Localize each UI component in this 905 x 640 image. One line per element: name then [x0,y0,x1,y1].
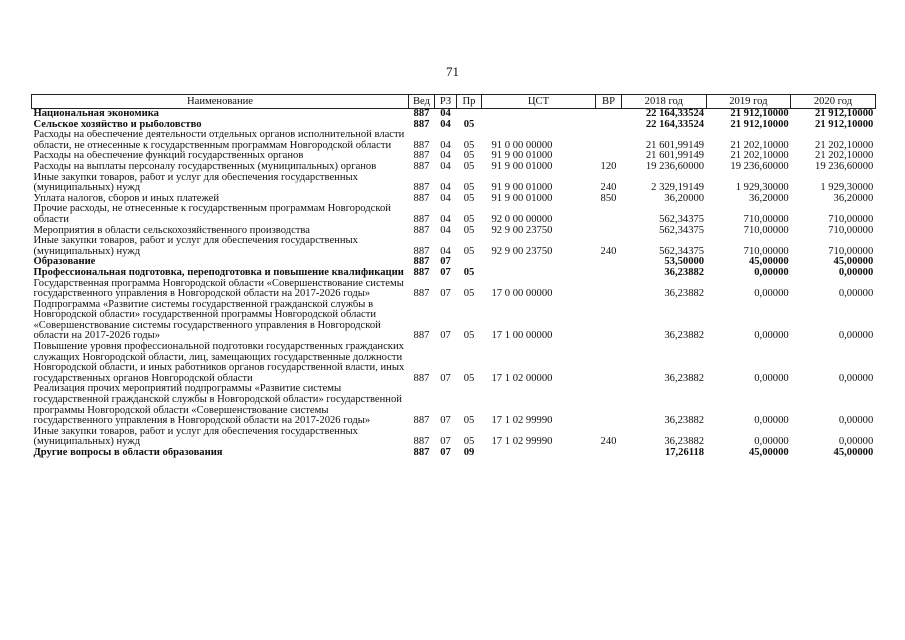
cell-cst: 92 0 00 00000 [491,213,553,225]
cell-rz: 04 [440,151,451,162]
cell-cst: 91 9 00 01000 [491,182,553,194]
budget-table [31,94,876,459]
cell-cst [482,448,596,459]
cell-pr [457,109,482,120]
cell-2018: 22 164,33524 [645,119,705,130]
cell-name: Иные закупки товаров, работ и услуг для обеспечения государственных (муниципальных) нужд [33,172,358,194]
cell-2018: 562,34375 [659,213,705,225]
cell-ved: 887 [413,245,430,257]
cell-2020: 710,00000 [828,213,874,225]
table-row [32,257,876,268]
cell-2018: 17,26118 [664,448,705,458]
header-vr: ВР [596,95,622,109]
cell-pr: 05 [463,213,475,225]
cell-cst: 17 1 02 99990 [491,436,553,448]
cell-2018: 36,23882 [664,372,705,384]
cell-pr: 05 [463,139,475,151]
header-ved: Вед [409,95,435,109]
cell-ved: 887 [413,436,430,448]
cell-ved: 887 [413,182,430,194]
table-row [32,130,876,151]
cell-ved: 887 [413,139,430,151]
cell-cst: 17 0 00 00000 [491,288,553,300]
cell-pr: 05 [463,415,475,427]
cell-name: Профессиональная подготовка, переподготовка и повышение квалификации [33,267,404,278]
cell-2020: 710,00000 [828,225,874,236]
cell-cst: 91 0 00 00000 [491,139,553,151]
cell-name: Национальная экономика [33,108,159,119]
cell-2018: 2 329,19149 [651,182,705,194]
cell-name: Образование [33,257,96,268]
cell-2020: 1 929,30000 [820,182,874,194]
table-row [32,162,876,173]
cell-ved: 887 [413,151,430,162]
cell-pr [457,257,482,268]
cell-pr: 05 [463,330,475,342]
table-row [32,427,876,448]
cell-cst [482,257,596,268]
cell-2019: 21 912,10000 [730,108,789,119]
cell-vr: 240 [600,245,617,257]
cell-ved: 887 [413,161,430,172]
cell-rz: 07 [440,436,451,448]
cell-name: Государственная программа Новгородской области «Совершенствование системы государственного управления в Новгородской области на 2017-2026 годы» [33,278,404,300]
cell-2020: 45,00000 [833,448,874,458]
cell-cst: 17 1 02 99990 [491,415,553,427]
cell-rz: 04 [440,193,451,204]
cell-vr [596,130,622,151]
cell-cst: 92 9 00 23750 [491,225,553,236]
cell-vr [596,204,622,225]
table-row [32,236,876,257]
cell-2018: 36,23882 [664,330,705,342]
cell-2020: 21 202,10000 [815,139,874,151]
table-row [32,384,876,426]
cell-2019: 0,00000 [754,288,789,300]
cell-ved: 887 [413,108,430,119]
cell-2019: 0,00000 [754,267,789,278]
table-row [32,151,876,162]
cell-2019: 710,00000 [743,245,789,257]
cell-ved: 887 [413,193,430,204]
cell-2019: 21 912,10000 [730,119,789,130]
cell-ved: 887 [413,119,430,130]
header-2020: 2020 год [791,95,876,109]
cell-pr: 05 [463,193,475,204]
cell-rz: 07 [440,415,451,427]
cell-2018: 562,34375 [659,245,705,257]
header-2018: 2018 год [622,95,707,109]
cell-rz: 07 [440,330,451,342]
cell-pr: 05 [463,436,475,448]
cell-2020: 36,20000 [833,193,874,204]
cell-name: Повышение уровня профессиональной подготовки государственных гражданских служащих Новгородской области, лиц, замещающих государственные должности Новгородской области, и иных работников органов государственной власти, иных государственных органов Новгородской области [33,342,405,384]
cell-pr: 05 [463,151,475,162]
cell-2020: 21 202,10000 [815,151,874,162]
cell-2020: 0,00000 [838,267,874,278]
table-row [32,120,876,131]
header-cst: ЦСТ [482,95,596,109]
cell-2018: 53,50000 [664,257,705,268]
cell-rz: 07 [440,448,451,458]
cell-vr: 240 [600,436,617,448]
cell-vr [596,268,622,279]
cell-2019: 710,00000 [743,213,789,225]
cell-2020: 0,00000 [838,436,874,448]
cell-rz: 07 [440,257,451,268]
cell-2018: 562,34375 [659,225,705,236]
cell-vr: 850 [600,193,617,204]
cell-2019: 0,00000 [754,372,789,384]
cell-ved: 887 [413,372,430,384]
table-row [32,173,876,194]
cell-2019: 21 202,10000 [730,151,789,162]
header-2019: 2019 год [706,95,791,109]
table-row [32,268,876,279]
cell-2018: 19 236,60000 [645,161,705,172]
cell-ved: 887 [413,225,430,236]
cell-2020: 21 912,10000 [815,119,874,130]
cell-cst: 91 9 00 01000 [491,161,553,172]
table-row [32,279,876,300]
table-row [32,109,876,120]
table-row [32,448,876,459]
cell-name: Реализация прочих мероприятий подпрограммы «Развитие системы государственной гражданской службы в Новгородской области» государственной программы Новгородской области «Совершенствование системы государственного управления в Новгородской области на 2017-2026 годы» [33,384,402,427]
cell-name: Иные закупки товаров, работ и услуг для обеспечения государственных (муниципальных) нужд [33,236,358,257]
cell-rz: 04 [440,119,451,130]
cell-pr: 05 [463,225,475,236]
table-body [32,109,876,459]
cell-2018: 21 601,99149 [645,139,705,151]
header-rz: РЗ [435,95,457,109]
cell-pr: 09 [463,448,475,458]
cell-rz: 04 [440,182,451,194]
cell-rz: 04 [440,108,451,119]
cell-pr: 05 [463,267,475,278]
cell-name: Расходы на выплаты персоналу государственных (муниципальных) органов [33,161,377,172]
cell-2019: 45,00000 [748,448,789,458]
cell-pr: 05 [463,182,475,194]
cell-2018: 36,23882 [664,267,705,278]
cell-rz: 04 [440,161,451,172]
cell-name: Другие вопросы в области образования [33,448,223,458]
cell-cst [482,120,596,131]
cell-2020: 45,00000 [833,257,874,268]
cell-rz: 04 [440,225,451,236]
cell-2019: 19 236,60000 [730,161,789,172]
cell-vr [596,448,622,459]
table-row [32,204,876,225]
cell-cst [482,268,596,279]
cell-vr [596,384,622,426]
cell-2018: 36,23882 [664,436,705,448]
cell-vr: 240 [600,182,617,194]
cell-name: Расходы на обеспечение деятельности отдельных органов исполнительной власти области, не отнесенные к государственным программам Новгородской области [33,130,405,151]
cell-rz: 07 [440,267,451,278]
table-row [32,300,876,342]
cell-rz: 07 [440,372,451,384]
cell-rz: 04 [440,139,451,151]
cell-vr [596,109,622,120]
cell-2019: 0,00000 [754,415,789,427]
table-row [32,342,876,384]
cell-2019: 36,20000 [748,193,789,204]
cell-2019: 21 202,10000 [730,139,789,151]
cell-rz: 04 [440,245,451,257]
table-row [32,194,876,205]
cell-2020: 0,00000 [838,372,874,384]
cell-2020: 0,00000 [838,330,874,342]
cell-2018: 21 601,99149 [645,151,705,162]
cell-ved: 887 [413,288,430,300]
cell-pr: 05 [463,372,475,384]
cell-cst: 17 1 00 00000 [491,330,553,342]
header-name: Наименование [32,95,409,109]
cell-2019: 0,00000 [754,330,789,342]
cell-name: Подпрограмма «Развитие системы государственной гражданской службы в Новгородской области» государственной программы Новгородской области «Совершенствование системы государственного управления в Новгородской области на 2017-2026 годы» [33,299,381,342]
cell-name: Расходы на обеспечение функций государственных органов [33,151,304,162]
cell-cst [482,109,596,120]
cell-2020: 0,00000 [838,288,874,300]
cell-name: Сельское хозяйство и рыболовство [33,119,202,130]
cell-vr: 120 [600,161,617,172]
cell-cst: 92 9 00 23750 [491,245,553,257]
cell-ved: 887 [413,257,430,268]
cell-2019: 45,00000 [748,257,789,268]
cell-name: Уплата налогов, сборов и иных платежей [33,193,220,204]
cell-2019: 0,00000 [754,436,789,448]
cell-cst: 91 9 00 01000 [491,151,553,162]
cell-name: Мероприятия в области сельскохозяйственного производства [33,225,310,236]
cell-vr [596,257,622,268]
cell-2018: 36,23882 [664,288,705,300]
cell-ved: 887 [413,330,430,342]
cell-vr [596,279,622,300]
cell-pr: 05 [463,161,475,172]
cell-pr: 05 [463,119,475,130]
cell-vr [596,342,622,384]
cell-2020: 19 236,60000 [815,161,874,172]
cell-pr: 05 [463,245,475,257]
cell-2018: 36,23882 [664,415,705,427]
cell-2018: 36,20000 [664,193,705,204]
cell-name: Прочие расходы, не отнесенные к государственным программам Новгородской области [33,204,391,225]
cell-ved: 887 [413,213,430,225]
cell-cst: 17 1 02 00000 [491,372,553,384]
cell-ved: 887 [413,448,430,458]
cell-rz: 04 [440,213,451,225]
cell-2020: 21 912,10000 [815,108,874,119]
header-pr: Пр [457,95,482,109]
cell-2020: 0,00000 [838,415,874,427]
cell-vr [596,300,622,342]
cell-vr [596,120,622,131]
cell-name: Иные закупки товаров, работ и услуг для обеспечения государственных (муниципальных) нужд [33,426,358,448]
page-number: 71 [446,64,459,79]
cell-vr [596,151,622,162]
cell-ved: 887 [413,415,430,427]
cell-vr [596,226,622,237]
cell-2020: 710,00000 [828,245,874,257]
cell-pr: 05 [463,288,475,300]
table-row [32,226,876,237]
cell-2018: 22 164,33524 [645,108,705,119]
cell-ved: 887 [413,267,430,278]
cell-rz: 07 [440,288,451,300]
cell-2019: 1 929,30000 [735,182,789,194]
cell-cst: 91 9 00 01000 [491,193,553,204]
cell-2019: 710,00000 [743,225,789,236]
table-header-row [32,95,876,109]
